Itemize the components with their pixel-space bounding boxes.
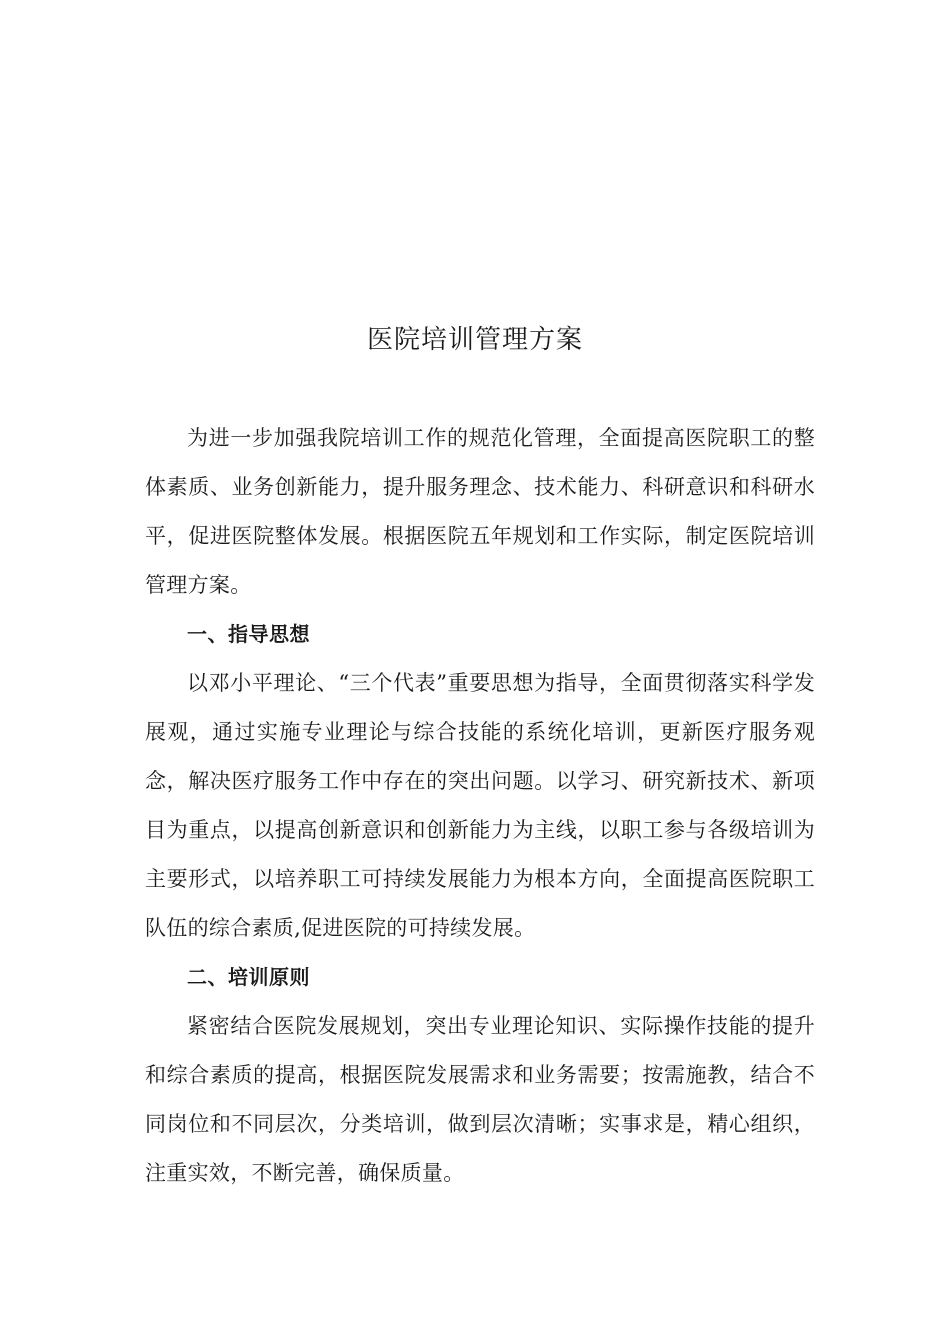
- document-body: [145, 414, 815, 1198]
- section-heading-guiding-ideology: 一、指导思想: [187, 622, 310, 646]
- section-body-guiding-ideology: 以邓小平理论、“三个代表”重要思想为指导，全面贯彻落实科学发展观，通过实施专业理论与综合技能的系统化培训，更新医疗服务观念，解决医疗服务工作中存在的突出问题。以学习、研究新技术、新项目为重点，以提高创新意识和创新能力为主线，以职工参与各级培训为主要形式，以培养职工可持续发展能力为根本方向，全面提高医院职工队伍的综合素质,促进医院的可持续发展。: [145, 671, 815, 940]
- section-heading-training-principles: 二、培训原则: [187, 965, 310, 989]
- intro-paragraph: 为进一步加强我院培训工作的规范化管理，全面提高医院职工的整体素质、业务创新能力，提升服务理念、技术能力、科研意识和科研水平，促进医院整体发展。根据医院五年规划和工作实际，制定医院培训管理方案。: [145, 426, 815, 597]
- section-body-training-principles: 紧密结合医院发展规划，突出专业理论知识、实际操作技能的提升和综合素质的提高，根据医院发展需求和业务需要；按需施教，结合不同岗位和不同层次，分类培训，做到层次清晰；实事求是，精心组织，注重实效，不断完善，确保质量。: [145, 1014, 815, 1185]
- document-title: 医院培训管理方案: [366, 325, 583, 355]
